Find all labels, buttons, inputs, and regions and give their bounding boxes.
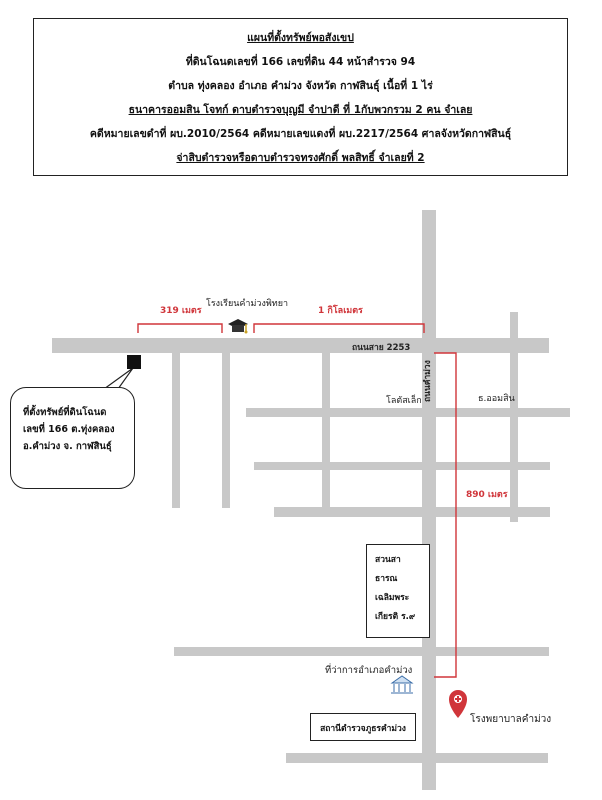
hospital-pin-icon — [449, 690, 467, 718]
park-line: ธารณ — [375, 574, 398, 584]
side-road — [222, 353, 230, 508]
property-marker-icon — [127, 355, 141, 369]
callout-line: อ.คำม่วง จ. กาฬสินธุ์ — [23, 441, 112, 452]
side-road — [322, 353, 330, 508]
location-info-line: ตำบล ทุ่งคลอง อำเภอ คำม่วง จังหวัด กาฬสินธุ์ เนื้อที่ 1 ไร่ — [168, 80, 433, 92]
road-vertical-label: ถนนคำม่วง — [423, 360, 433, 402]
public-park-box — [366, 544, 430, 638]
distance-vertical-label: 890 เมตร — [466, 490, 508, 500]
property-callout — [10, 387, 135, 489]
park-line: สวนสา — [375, 555, 401, 565]
school-label: โรงเรียนคำม่วงพิทยา — [206, 299, 289, 309]
police-station-box — [310, 713, 416, 741]
lotus-label: โลตัสเล็ก — [386, 396, 422, 406]
case-info-line: คดีหมายเลขดำที่ ผบ.2010/2564 คดีหมายเลขแดงที่ ผบ.2217/2564 ศาลจังหวัดกาฬสินธุ์ — [89, 128, 512, 140]
district-office-label: ที่ว่าการอำเภอคำม่วง — [325, 665, 413, 676]
callout-pointer — [104, 368, 133, 389]
park-line: เกียรติ ร.๙ — [375, 612, 416, 622]
dist-bracket-left — [138, 324, 222, 333]
distance-left-label: 319 เมตร — [160, 306, 202, 316]
police-station-label: สถานีตำรวจภูธรคำม่วง — [320, 724, 406, 734]
side-road — [286, 753, 548, 763]
distance-right-label: 1 กิโลเมตร — [318, 306, 363, 316]
road-2253 — [52, 338, 549, 353]
side-road — [254, 462, 550, 470]
graduation-cap-icon — [228, 319, 248, 334]
defendant-info-line: จ่าสิบตำรวจหรือดาบตำรวจทรงศักดิ์ พลสิทธิ์ จำเลยที่ 2 — [176, 152, 425, 164]
road-kham-muang — [422, 210, 436, 790]
government-building-icon — [391, 676, 413, 693]
callout-line: ที่ตั้งทรัพย์ที่ดินโฉนด — [23, 407, 107, 418]
hospital-label: โรงพยาบาลคำม่วง — [470, 714, 552, 725]
deed-info-line: ที่ดินโฉนดเลขที่ 166 เลขที่ดิน 44 หน้าสำรวจ 94 — [185, 56, 416, 68]
dist-bracket-right — [254, 324, 424, 333]
park-line: เฉลิมพระ — [375, 593, 410, 603]
side-road — [172, 353, 180, 508]
side-road — [246, 408, 570, 417]
parties-info-line: ธนาคารออมสิน โจทก์ ดาบตำรวจบุญมี จำปาดี ที่ 1กับพวกรวม 2 คน จำเลย — [128, 104, 473, 116]
side-road — [174, 647, 549, 656]
side-road — [274, 507, 550, 517]
bank-label: ธ.ออมสิน — [478, 394, 515, 404]
map-title: แผนที่ตั้งทรัพย์พอสังเขป — [247, 32, 354, 44]
road-2253-label: ถนนสาย 2253 — [352, 343, 411, 353]
callout-line: เลขที่ 166 ต.ทุ่งคลอง — [23, 424, 115, 435]
